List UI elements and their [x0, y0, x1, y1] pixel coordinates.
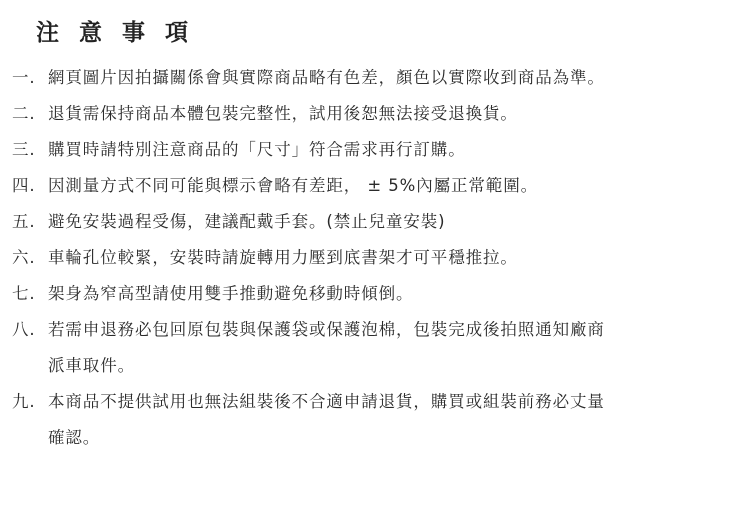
- notice-item-line-continued: 確認。: [48, 428, 101, 447]
- notice-item-5: [12, 204, 742, 240]
- notice-item-7: [12, 276, 742, 312]
- notice-item-text: [48, 168, 538, 204]
- notice-item-number: 三.: [12, 140, 36, 159]
- notice-item-2: [12, 96, 742, 132]
- notice-item-line: 因測量方式不同可能與標示會略有差距， ± 5%內屬正常範圍。: [48, 176, 538, 195]
- notice-item-text: [48, 204, 445, 240]
- notice-item-text: [48, 96, 518, 132]
- notice-item-line: 本商品不提供試用也無法組裝後不合適申請退貨，購買或組裝前務必丈量: [48, 392, 605, 411]
- notice-item-text: [48, 384, 605, 456]
- notice-item-line: 網頁圖片因拍攝關係會與實際商品略有色差，顏色以實際收到商品為準。: [48, 68, 605, 87]
- notice-item-line: 若需申退務必包回原包裝與保護袋或保護泡棉，包裝完成後拍照通知廠商: [48, 320, 605, 339]
- notice-item-line: 架身為窄高型請使用雙手推動避免移動時傾倒。: [48, 284, 414, 303]
- notice-item-line: 車輪孔位較緊，安裝時請旋轉用力壓到底書架才可平穩推拉。: [48, 248, 518, 267]
- notice-item-line-continued: 派車取件。: [48, 356, 135, 375]
- notice-item-number: 六.: [12, 248, 36, 267]
- notice-item-number: 九.: [12, 392, 36, 411]
- notice-item-line: 退貨需保持商品本體包裝完整性，試用後恕無法接受退換貨。: [48, 104, 518, 123]
- notice-item-number: 七.: [12, 284, 36, 303]
- notice-item-number: 一.: [12, 68, 36, 87]
- notice-title: 注 意 事 項: [36, 19, 195, 46]
- notice-item-text: [48, 240, 518, 276]
- notice-item-number: 四.: [12, 176, 36, 195]
- notice-item-text: [48, 132, 466, 168]
- notice-list: [12, 60, 742, 456]
- notice-item-line: 避免安裝過程受傷，建議配戴手套。(禁止兒童安裝): [48, 212, 446, 231]
- notice-item-number: 八.: [12, 320, 36, 339]
- notice-item-text: [48, 276, 413, 312]
- notice-item-text: [48, 60, 605, 96]
- notice-item-8: [12, 312, 742, 384]
- notice-item-9: [12, 384, 742, 456]
- notice-item-text: [48, 312, 605, 384]
- notice-item-4: [12, 168, 742, 204]
- notice-item-3: [12, 132, 742, 168]
- notice-item-6: [12, 240, 742, 276]
- notice-item-1: [12, 60, 742, 96]
- notice-item-number: 二.: [12, 104, 36, 123]
- notice-item-number: 五.: [12, 212, 36, 231]
- notice-item-line: 購買時請特別注意商品的「尺寸」符合需求再行訂購。: [48, 140, 466, 159]
